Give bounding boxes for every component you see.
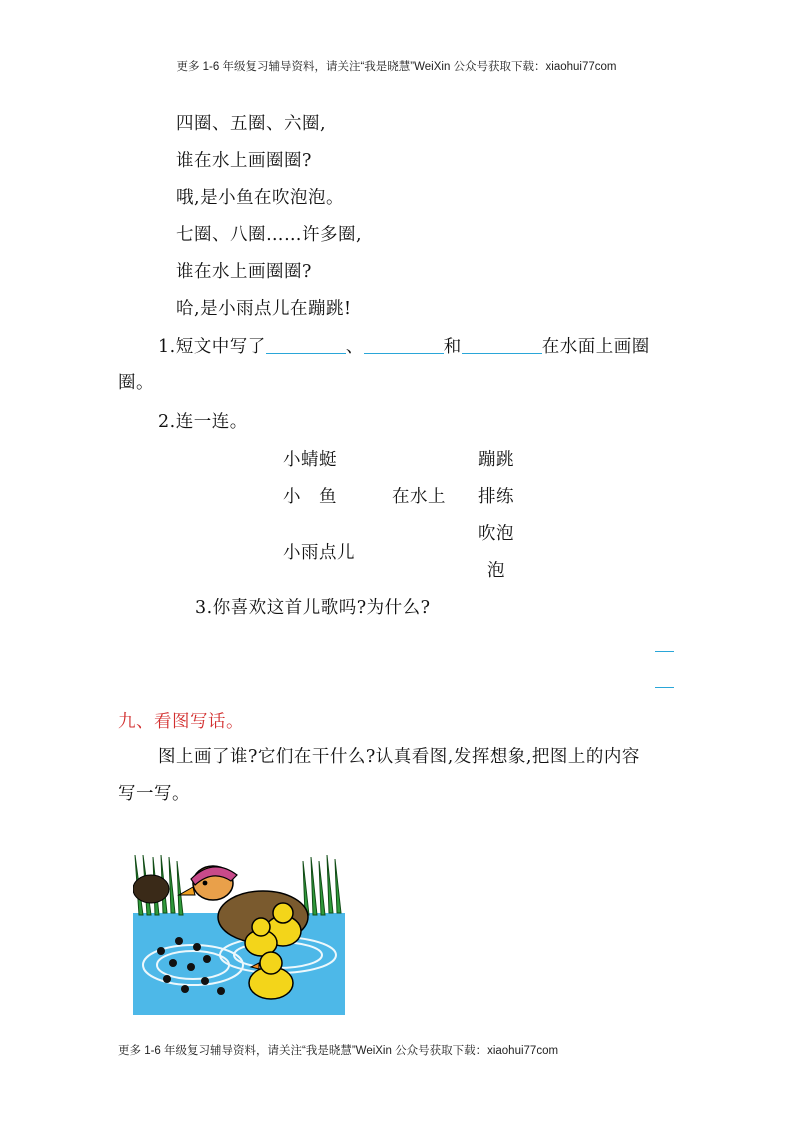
poem-line-3: 哦,是小鱼在吹泡泡。: [176, 188, 345, 208]
poem-line-2: 谁在水上画圈圈?: [176, 151, 312, 171]
match-left-1[interactable]: 小蜻蜓: [283, 450, 337, 470]
ducks-pond-illustration: [133, 855, 345, 1015]
section-9-prompt-line-1: 图上画了谁?它们在干什么?认真看图,发挥想象,把图上的内容: [158, 747, 640, 767]
poem-line-6: 哈,是小雨点儿在蹦跳!: [176, 299, 352, 319]
q1-sep2: 和: [443, 337, 462, 357]
section-9-prompt-line-2: 写一写。: [118, 784, 190, 804]
section-9-heading: 九、看图写话。: [118, 712, 244, 732]
match-right-3-cont: 泡: [487, 561, 505, 581]
answer-blank-1[interactable]: [266, 335, 346, 354]
question-1: [158, 333, 650, 358]
question-2-title: 2.连一连。: [158, 412, 248, 432]
q1-prefix: 1.短文中写了: [158, 337, 266, 357]
answer-blank-3[interactable]: [462, 335, 542, 354]
q1-continuation: 圈。: [118, 373, 154, 393]
poem-line-4: 七圈、八圈……许多圈,: [176, 225, 363, 245]
page-footer: 更多 1-6 年级复习辅导资料，请关注“我是晓慧”WeiXin 公众号获取下载：xiaohui77com: [118, 1045, 559, 1057]
poem-line-5: 谁在水上画圈圈?: [176, 262, 312, 282]
answer-blank-2[interactable]: [364, 335, 444, 354]
match-left-2[interactable]: 小 鱼: [283, 487, 337, 507]
poem-line-1: 四圈、五圈、六圈,: [176, 114, 327, 134]
q1-suffix: 在水面上画圈: [541, 337, 650, 357]
answer-line-1[interactable]: [655, 651, 674, 652]
match-right-3[interactable]: 吹泡: [478, 524, 514, 544]
match-right-1[interactable]: 蹦跳: [478, 450, 514, 470]
page-header: 更多 1-6 年级复习辅导资料，请关注“我是晓慧”WeiXin 公众号获取下载：xiaohui77com: [176, 61, 617, 73]
match-middle[interactable]: 在水上: [392, 487, 446, 507]
answer-line-2[interactable]: [655, 687, 674, 688]
match-left-3[interactable]: 小雨点儿: [283, 543, 355, 563]
rock: [133, 875, 169, 903]
match-right-2[interactable]: 排练: [478, 487, 514, 507]
question-3-title: 3.你喜欢这首儿歌吗?为什么?: [195, 598, 431, 618]
q1-sep1: 、: [345, 337, 364, 357]
